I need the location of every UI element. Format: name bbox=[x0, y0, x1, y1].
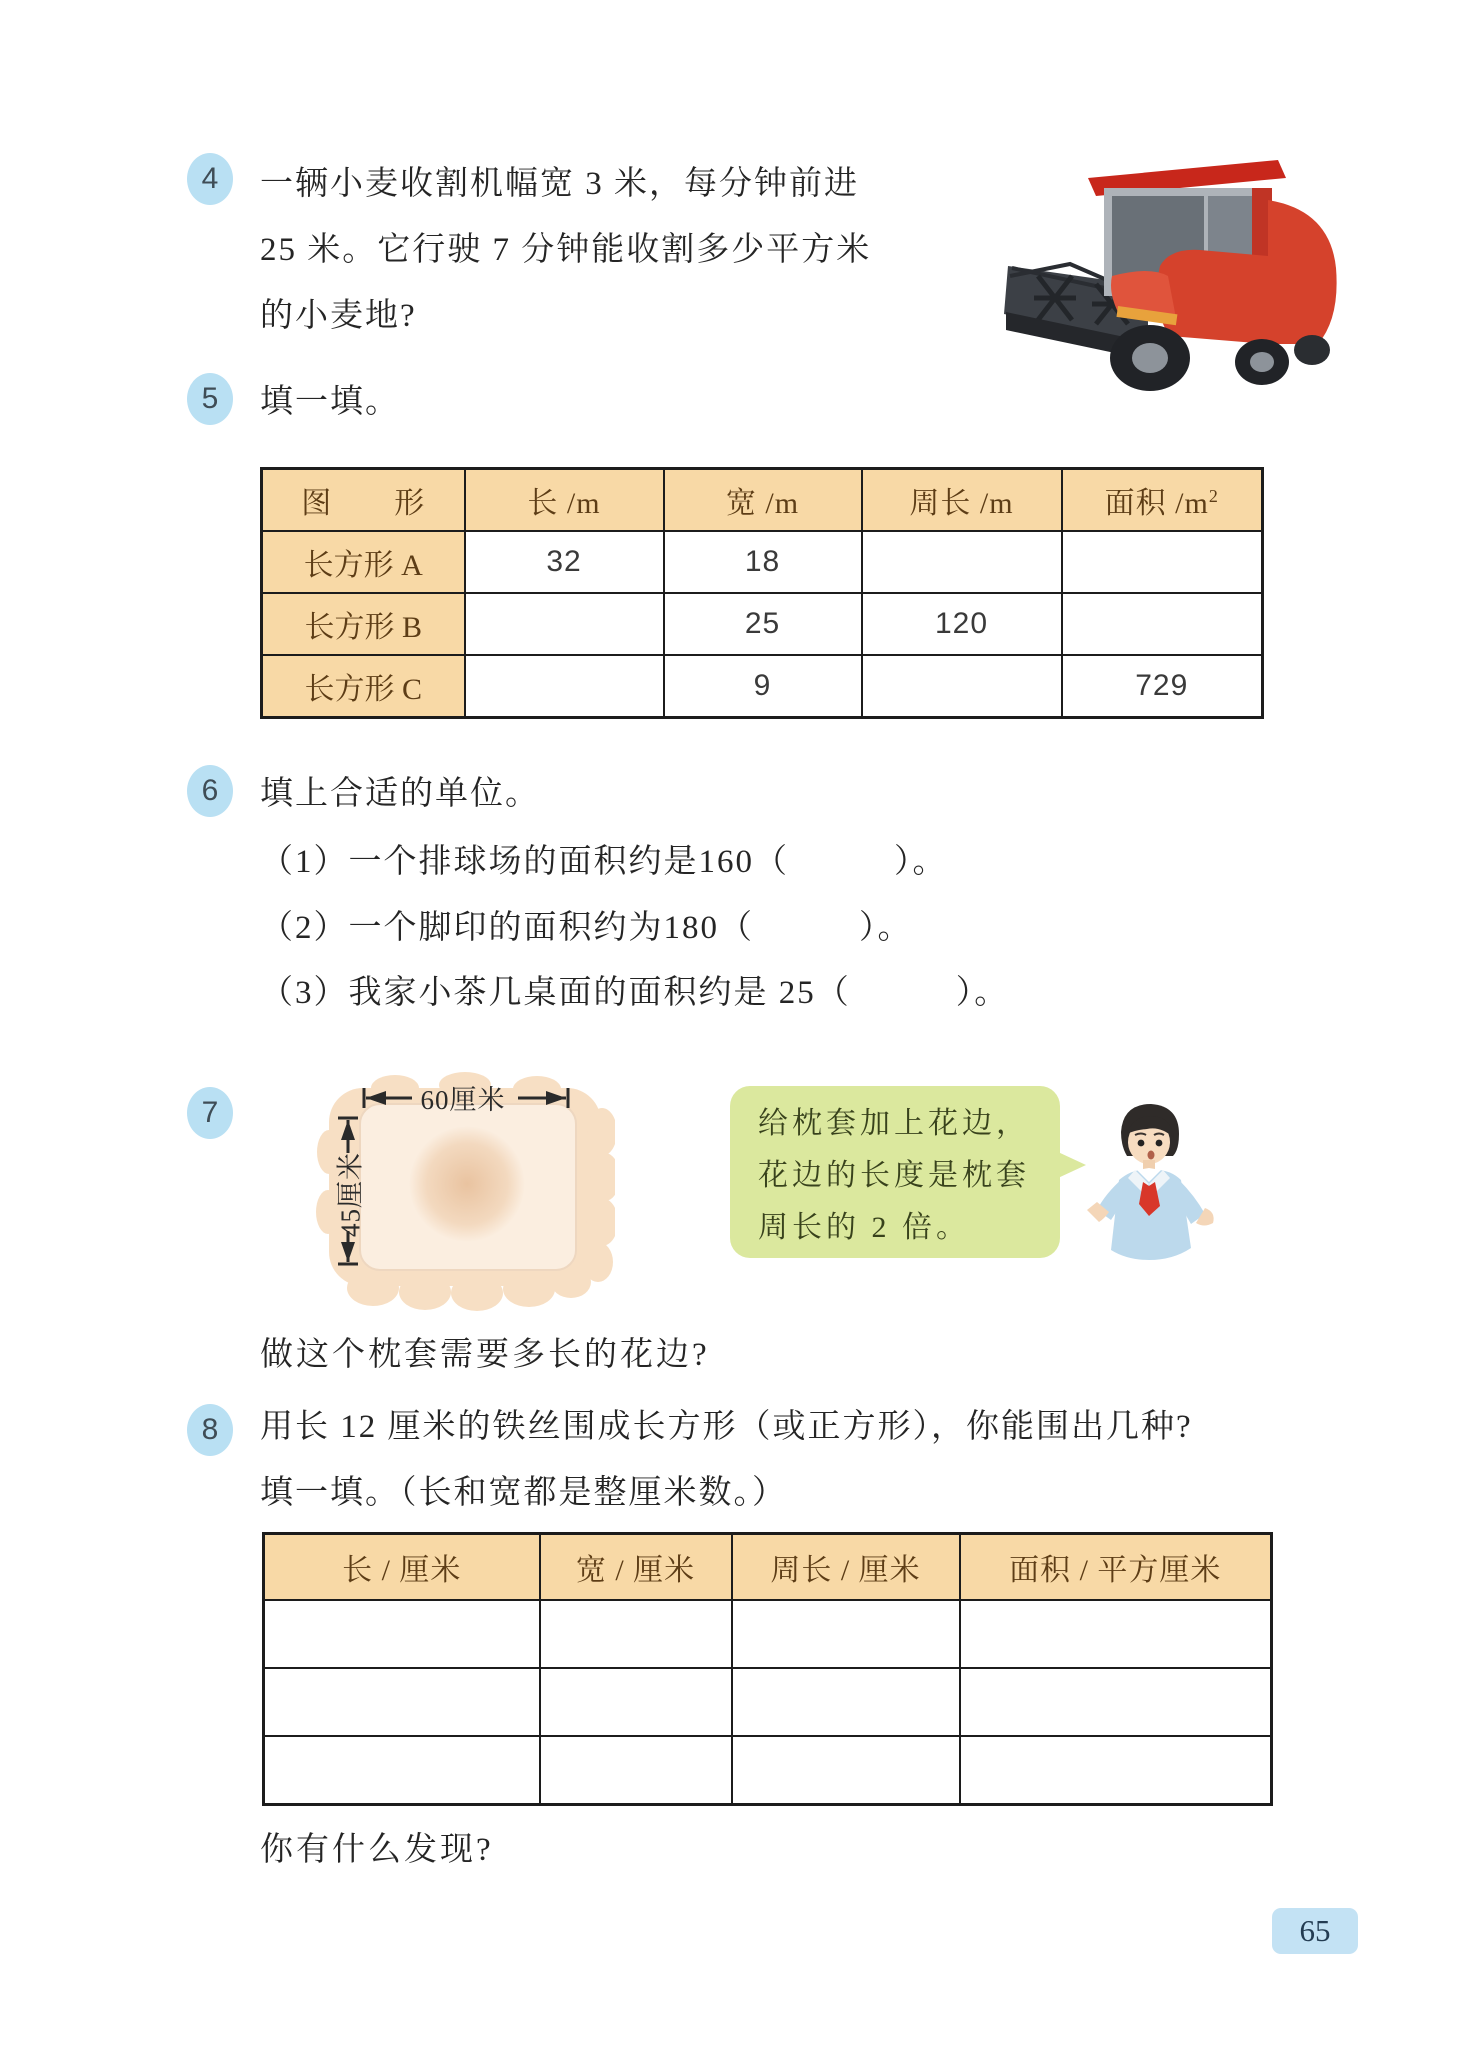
problem6-title: 填上合适的单位。 bbox=[260, 776, 540, 812]
cell-perimeter-c bbox=[862, 655, 1062, 718]
boy-illustration bbox=[1085, 1098, 1220, 1270]
problem4-line3: 的小麦地? bbox=[260, 298, 417, 334]
header-width: 宽 /m bbox=[664, 469, 862, 532]
problem5-number-badge bbox=[187, 373, 233, 425]
blank-cell bbox=[264, 1736, 540, 1805]
problem4-line2: 25 米。它行驶 7 分钟能收割多少平方米 bbox=[260, 232, 872, 268]
header-area-sqcm: 面积 / 平方厘米 bbox=[960, 1534, 1272, 1601]
pillow-width-label: 60厘米 bbox=[420, 1085, 506, 1115]
cell-perimeter-b: 120 bbox=[862, 593, 1062, 655]
problem4-number-badge bbox=[187, 153, 233, 205]
area-superscript: 2 bbox=[1208, 486, 1219, 506]
blank-cell bbox=[960, 1668, 1272, 1736]
row-label: 长方形 A bbox=[262, 531, 465, 593]
problem4-number: 4 bbox=[201, 162, 219, 195]
problem6-item3: （3）我家小茶几桌面的面积约是 25（ ）。 bbox=[260, 975, 1010, 1011]
cell-length-b bbox=[465, 593, 664, 655]
blank-cell bbox=[732, 1600, 960, 1668]
bubble-line1: 给枕套加上花边， bbox=[758, 1107, 1030, 1140]
cell-perimeter-a bbox=[862, 531, 1062, 593]
empty-table-row bbox=[264, 1736, 1272, 1805]
wheat-harvester-illustration bbox=[1000, 148, 1345, 398]
blank-cell bbox=[264, 1600, 540, 1668]
empty-table-row bbox=[264, 1600, 1272, 1668]
cell-area-c: 729 bbox=[1062, 655, 1263, 718]
problem7-number: 7 bbox=[201, 1096, 219, 1129]
problem8-number: 8 bbox=[201, 1413, 219, 1446]
problem6-number-badge bbox=[187, 765, 233, 817]
blank-cell bbox=[264, 1668, 540, 1736]
blank-cell bbox=[732, 1668, 960, 1736]
header-shape: 图 形 bbox=[262, 469, 465, 532]
blank-cell bbox=[540, 1600, 732, 1668]
table-row-rectangle-b bbox=[262, 593, 1263, 655]
problem5-number: 5 bbox=[201, 382, 219, 415]
problem4-line1: 一辆小麦收割机幅宽 3 米，每分钟前进 bbox=[260, 166, 859, 202]
blank-cell bbox=[732, 1736, 960, 1805]
cell-length-c bbox=[465, 655, 664, 718]
row-label: 长方形 C bbox=[262, 655, 465, 718]
bubble-line2: 花边的长度是枕套 bbox=[758, 1159, 1030, 1192]
blank-cell bbox=[960, 1600, 1272, 1668]
page-number-badge bbox=[1272, 1908, 1358, 1954]
table-row-rectangle-a bbox=[262, 531, 1263, 593]
problem8-number-badge bbox=[187, 1404, 233, 1456]
problem7-question: 做这个枕套需要多长的花边? bbox=[260, 1337, 710, 1373]
wire-rectangles-table bbox=[262, 1532, 1273, 1806]
problem6-item1: （1）一个排球场的面积约是160（ ）。 bbox=[260, 844, 948, 880]
problem8-question: 你有什么发现? bbox=[260, 1832, 494, 1868]
cell-width-b: 25 bbox=[664, 593, 862, 655]
header-area: 面积 $/m^2$ bbox=[1062, 469, 1263, 532]
blank-cell bbox=[540, 1668, 732, 1736]
speech-bubble-tail bbox=[1058, 1152, 1086, 1178]
bubble-line3: 周长的 2 倍。 bbox=[758, 1211, 970, 1244]
blank-cell bbox=[540, 1736, 732, 1805]
cell-length-a: 32 bbox=[465, 531, 664, 593]
problem8-line1: 用长 12 厘米的铁丝围成长方形（或正方形），你能围出几种? bbox=[260, 1409, 1193, 1445]
table-header-row bbox=[264, 1534, 1272, 1601]
problem7-number-badge bbox=[187, 1087, 233, 1139]
cell-area-b bbox=[1062, 593, 1263, 655]
problem6-number: 6 bbox=[201, 774, 219, 807]
empty-table-row bbox=[264, 1668, 1272, 1736]
cell-width-a: 18 bbox=[664, 531, 862, 593]
cell-width-c: 9 bbox=[664, 655, 862, 718]
header-length-cm: 长 / 厘米 bbox=[264, 1534, 540, 1601]
problem8-line2: 填一填。（长和宽都是整厘米数。） bbox=[260, 1475, 787, 1511]
table-header-row bbox=[262, 469, 1263, 532]
problem6-item2: （2）一个脚印的面积约为180（ ）。 bbox=[260, 910, 913, 946]
blank-cell bbox=[960, 1736, 1272, 1805]
header-perimeter: 周长 /m bbox=[862, 469, 1062, 532]
rectangles-table bbox=[260, 467, 1264, 719]
pillow-height-label: 45厘米 bbox=[335, 1152, 366, 1237]
header-length: 长 /m bbox=[465, 469, 664, 532]
table-row-rectangle-c bbox=[262, 655, 1263, 718]
header-perimeter-cm: 周长 / 厘米 bbox=[732, 1534, 960, 1601]
cell-area-a bbox=[1062, 531, 1263, 593]
row-label: 长方形 B bbox=[262, 593, 465, 655]
page-number: 65 bbox=[1299, 1913, 1331, 1948]
problem5-title: 填一填。 bbox=[260, 384, 400, 420]
speech-bubble-text bbox=[758, 1098, 1030, 1254]
header-width-cm: 宽 / 厘米 bbox=[540, 1534, 732, 1601]
